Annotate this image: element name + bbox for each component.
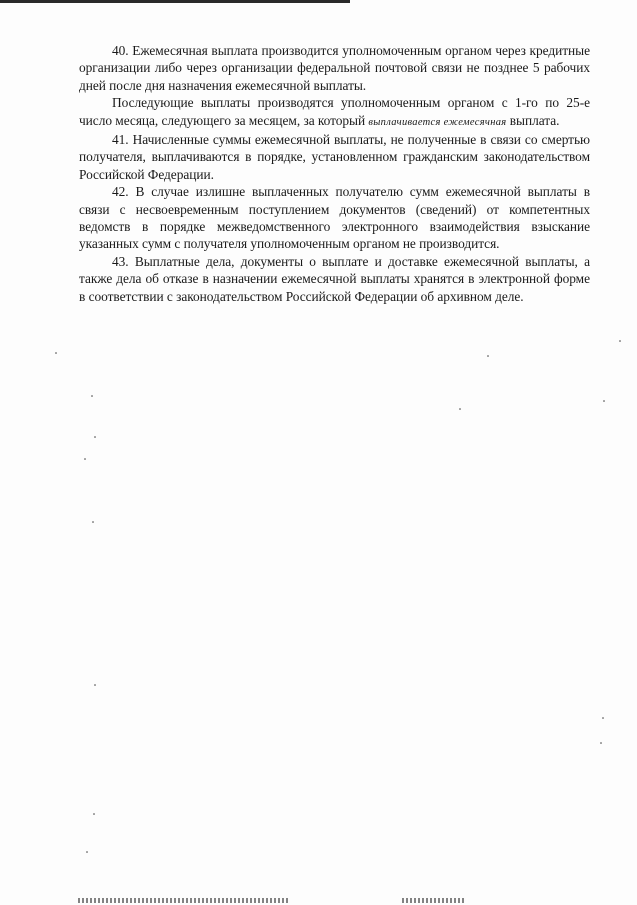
paragraph-42: 42. В случае излишне выплаченных получателю сумм ежемесячной выплаты в связи с несвоевременным поступлением документов (сведений) от компетентных ведомств в порядке межведомственного электронного взаимодействия взыскание указанных сумм с получателя уполномоченным органом не производится.	[79, 184, 590, 252]
top-border-line	[0, 0, 350, 3]
scan-speck	[92, 521, 94, 523]
document-body	[79, 42, 590, 305]
scan-speck	[94, 684, 96, 686]
scan-speck	[84, 458, 86, 460]
paragraph-41: 41. Начисленные суммы ежемесячной выплаты, не полученные в связи со смертью получателя, выплачиваются в порядке, установленном гражданским законодательством Российской Федерации.	[79, 132, 590, 182]
scan-speck	[93, 813, 95, 815]
scan-speck	[55, 352, 57, 354]
scan-speck	[600, 742, 602, 744]
scan-speck	[619, 340, 621, 342]
scan-speck	[487, 355, 489, 357]
paragraph-40: 40. Ежемесячная выплата производится уполномоченным органом через кредитные организации либо через организации федеральной почтовой связи не позднее 5 рабочих дней после дня назначения ежемесячной выплаты.	[79, 43, 590, 93]
paragraph-43: 43. Выплатные дела, документы о выплате и доставке ежемесячной выплаты, а также дела об отказе в назначении ежемесячной выплаты хранятся в электронной форме в соответствии с законодательством Российской Федерации об архивном деле.	[79, 253, 590, 304]
scan-speck	[602, 717, 604, 719]
paragraph-text: Последующие выплаты производятся уполномоченным органом с 1-го по 25-е число месяца, следующего за месяцем, за который	[79, 95, 590, 128]
scan-speck	[86, 851, 88, 853]
scan-speck	[94, 436, 96, 438]
scan-speck	[603, 400, 605, 402]
bottom-scan-noise	[402, 898, 464, 903]
smudged-text: выплачивается ежемесячная	[368, 116, 507, 128]
bottom-scan-noise	[78, 898, 288, 903]
scan-speck	[91, 395, 93, 397]
scan-speck	[459, 408, 461, 410]
paragraph-text-end: выплата.	[506, 112, 560, 128]
paragraph-40-continuation	[79, 94, 590, 131]
